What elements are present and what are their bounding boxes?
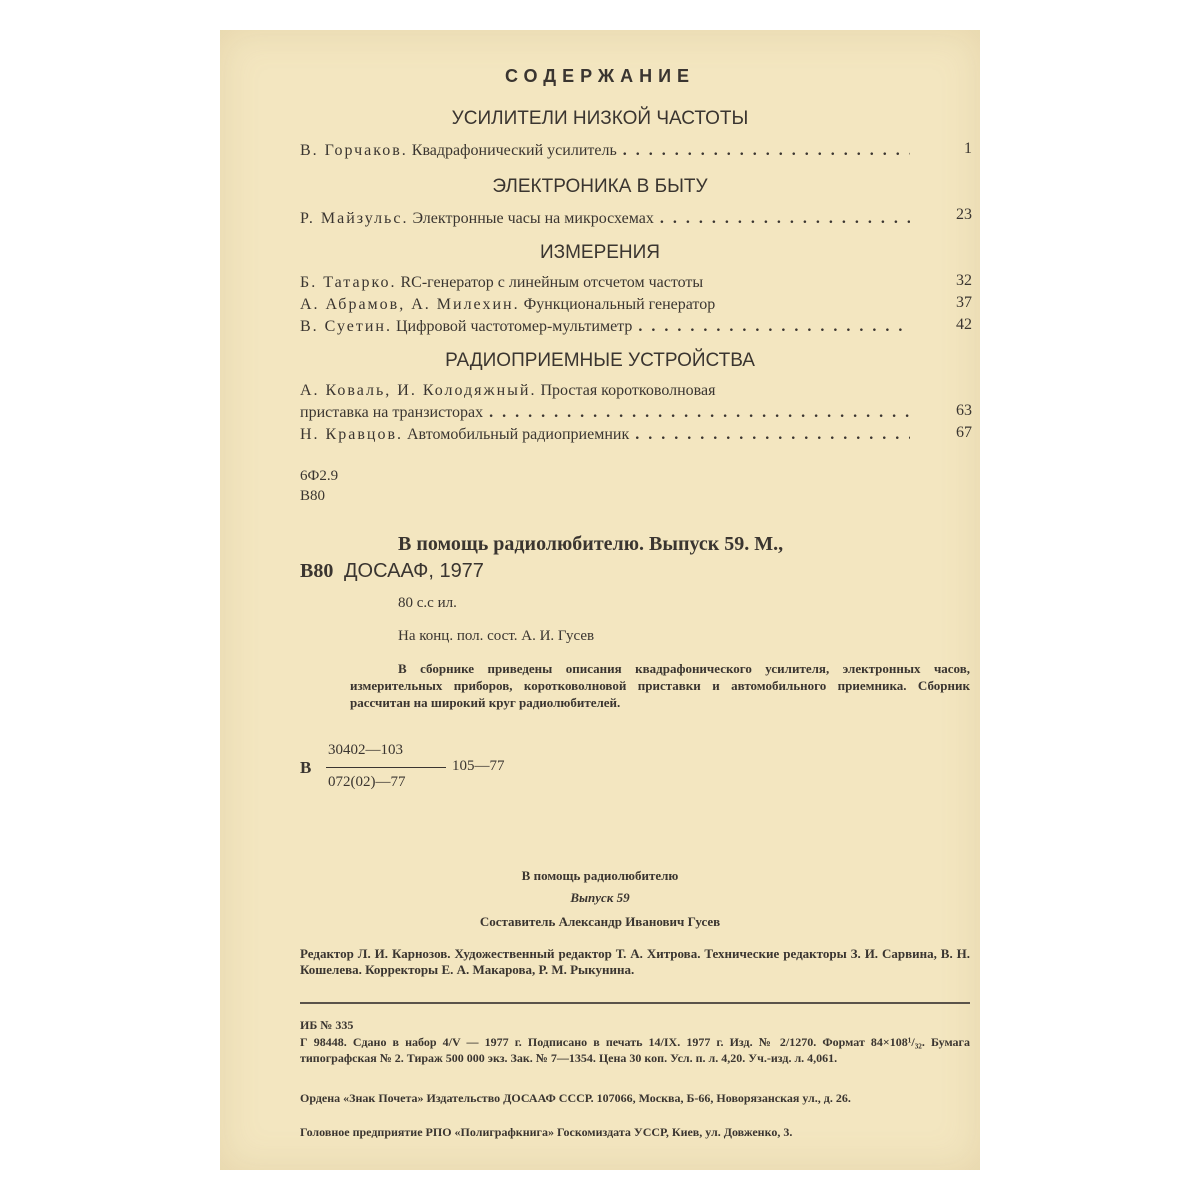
entry-author: А. Коваль, И. Колодяжный. [300, 382, 537, 399]
entry-title: RC-генератор с линейным отсчетом частоты [400, 274, 704, 291]
index-numerator: 30402—103 [328, 742, 403, 758]
contents-title: СОДЕРЖАНИЕ [504, 66, 696, 86]
dot-leader [489, 404, 910, 422]
dot-leader [635, 426, 910, 444]
entry-title: Простая коротковолновая [540, 382, 716, 399]
dot-leader [623, 142, 910, 160]
dot-leader [638, 318, 910, 336]
abstract: В сборнике приведены описания квадрафонического усилителя, электронных часов, измерительных приборов, коротковолновой приставки и автомобильного приемника. Сборник рассчитан на широкий круг радиолюбителей. [350, 661, 970, 710]
fraction-line [326, 767, 446, 768]
entry-author: Н. Кравцов. [300, 426, 403, 443]
book-code: В80 [300, 560, 334, 582]
entry-page: 23 [956, 206, 972, 223]
page-count: 80 с.с ил. [398, 595, 457, 611]
entry-author: В. Горчаков. [300, 142, 408, 159]
entry-title: Автомобильный радиоприемник [407, 426, 630, 443]
printer-info: Головное предприятие РПО «Полиграфкнига» Госкомиздата УССР, Киев, ул. Довженко, 3. [300, 1125, 793, 1139]
entry-page: 67 [956, 424, 972, 441]
index-letter: В [300, 758, 312, 777]
dot-leader [660, 210, 910, 228]
section-heading: ЭЛЕКТРОНИКА В БЫТУ [492, 176, 708, 197]
publisher-info: Ордена «Знак Почета» Издательство ДОСААФ СССР. 107066, Москва, Б-66, Новорязанская ул., д. 26. [300, 1091, 851, 1105]
catalog-code: В80 [300, 488, 326, 504]
colophon-issue: Выпуск 59 [570, 890, 630, 905]
colophon-series: В помощь радиолюбителю [521, 868, 679, 883]
entry-author: Б. Татарко. [300, 274, 397, 291]
book-line-1-text: В помощь радиолюбителю. Выпуск 59. М., [398, 533, 784, 555]
entry-title: Электронные часы на микросхемах [412, 210, 654, 227]
toc-entry [300, 382, 910, 400]
toc-entry-continued [300, 404, 910, 422]
print-details: Г 98448. Сдано в набор 4/V — 1977 г. Подписано в печать 14/IX. 1977 г. Изд. № 2/1270. Формат 84×108¹/₃₂. Бумага типографская № 2. Тираж 500 000 экз. Зак. № 7—1354. Цена 30 коп. Усл. п. л. 4,20. Уч.-изд. л. 4,061. [300, 1035, 970, 1065]
entry-page: 1 [964, 140, 972, 157]
entry-page: 37 [956, 294, 972, 311]
toc-entry [300, 318, 910, 336]
toc-entry [300, 210, 910, 228]
divider [300, 1002, 970, 1004]
index-denominator: 072(02)—77 [328, 774, 406, 790]
ib-number: ИБ № 335 [300, 1018, 354, 1032]
udc-code: 6Ф2.9 [300, 468, 339, 484]
entry-author: Р. Майзульс. [300, 210, 409, 227]
book-line-2: ДОСААФ, 1977 [344, 560, 484, 582]
entry-page: 63 [956, 402, 972, 419]
compiler-note: На конц. пол. сост. А. И. Гусев [398, 628, 595, 644]
entry-title: Квадрафонический усилитель [411, 142, 617, 159]
entry-title: Цифровой частотомер-мультиметр [395, 318, 633, 335]
book-line-1 [398, 533, 783, 556]
toc-entry [300, 296, 910, 314]
section-heading: РАДИОПРИЕМНЫЕ УСТРОЙСТВА [445, 350, 755, 371]
entry-page: 32 [956, 272, 972, 289]
colophon-editors: Редактор Л. И. Карнозов. Художественный редактор Т. А. Хитрова. Технические редакторы З. И. Сарвина, В. Н. Кошелева. Корректоры Е. А. Макарова, Р. М. Рыкунина. [300, 946, 970, 977]
toc-entry [300, 426, 910, 444]
entry-author: В. Суетин. [300, 318, 392, 335]
colophon-compiler: Составитель Александр Иванович Гусев [479, 914, 721, 929]
section-heading: УСИЛИТЕЛИ НИЗКОЙ ЧАСТОТЫ [451, 108, 749, 129]
entry-page: 42 [956, 316, 972, 333]
toc-entry [300, 142, 910, 160]
entry-title-continued: приставка на транзисторах [300, 404, 484, 421]
entry-author: А. Абрамов, А. Милехин. [300, 296, 520, 313]
entry-title: Функциональный генератор [523, 296, 716, 313]
book-page [220, 30, 980, 1170]
index-suffix: 105—77 [452, 758, 505, 774]
section-heading: ИЗМЕРЕНИЯ [539, 242, 661, 263]
toc-entry [300, 274, 910, 292]
